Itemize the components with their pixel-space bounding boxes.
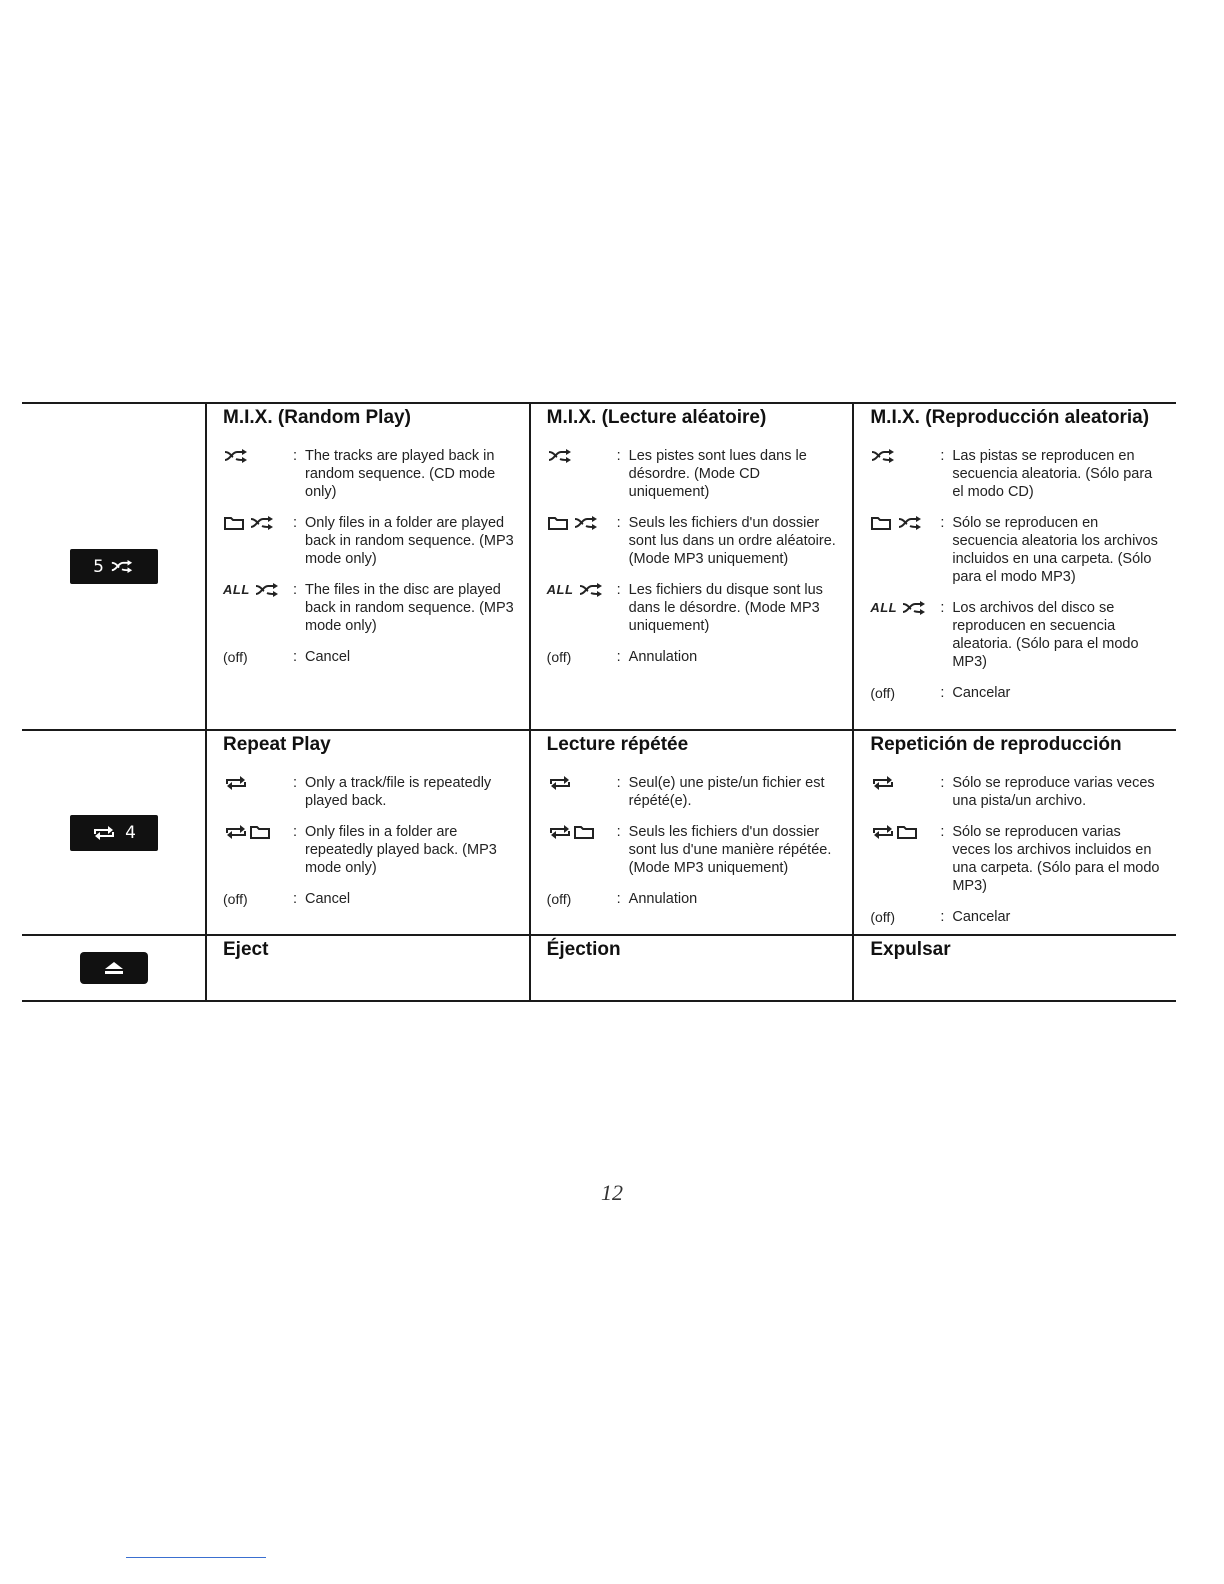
eject-row xyxy=(22,936,1176,1002)
mix-entry-tracks-en: : The tracks are played back in random sequence. (CD mode only) xyxy=(223,447,515,501)
repeat-row xyxy=(22,731,1176,936)
mix-entry-all-fr: ALL : Les fichiers du disque sont lus dans le désordre. (Mode MP3 uniquement) xyxy=(547,581,839,635)
shuffle-icon xyxy=(578,582,604,598)
all-label: ALL xyxy=(546,582,574,598)
repeat-entry-off-fr: (off) : Annulation xyxy=(547,890,839,909)
repeat-folder-desc-fr: Seuls les fichiers d'un dossier sont lus d'une manière répétée. (Mode MP3 uniquement) xyxy=(628,824,832,876)
all-label: ALL xyxy=(870,600,898,616)
repeat-off-desc-es: Cancelar xyxy=(952,909,1011,925)
eject-key-column xyxy=(22,936,207,1000)
mix-tracks-desc-fr: Les pistes sont lues dans le désordre. (Mode CD uniquement) xyxy=(628,448,807,500)
eject-cell-en xyxy=(207,936,529,1000)
footer-rule xyxy=(126,1557,266,1558)
mix-folder-desc-es: Sólo se reproducen en secuencia aleatoria los archivos incluidos en una carpeta. (Sólo para el modo MP3) xyxy=(952,515,1158,585)
off-label: (off) xyxy=(546,649,572,665)
folder-icon xyxy=(249,824,271,840)
off-label: (off) xyxy=(870,909,895,925)
eject-cell-fr xyxy=(529,936,853,1000)
mix-entry-off-en: (off) : Cancel xyxy=(223,648,515,667)
repeat-cell-es xyxy=(852,731,1176,934)
repeat-icon xyxy=(547,775,573,791)
mix-cell-fr xyxy=(529,404,853,729)
repeat-title-fr: Lecture répétée xyxy=(546,734,689,755)
mix-entry-all-en: ALL : The files in the disc are played back in random sequence. (MP3 mode only) xyxy=(223,582,514,634)
shuffle-icon xyxy=(254,582,280,598)
off-label: (off) xyxy=(870,685,895,701)
mix-row xyxy=(22,402,1176,731)
repeat-folder-desc-en: Only files in a folder are repeatedly played back. (MP3 mode only) xyxy=(305,824,497,876)
eject-button[interactable] xyxy=(80,952,148,984)
mix-entry-tracks-es: : Las pistas se reproducen en secuencia aleatoria. (Sólo para el modo CD) xyxy=(870,447,1162,501)
mix-tracks-desc-en: The tracks are played back in random sequence. (CD mode only) xyxy=(305,448,496,500)
repeat-title-es: Repetición de reproducción xyxy=(870,734,1122,755)
folder-icon xyxy=(896,824,918,840)
folder-icon xyxy=(547,515,569,531)
repeat-entry-folder-fr: : Seuls les fichiers d'un dossier sont lus d'une manière répétée. (Mode MP3 uniquement) xyxy=(547,823,839,877)
mix-key-number: 5 xyxy=(93,556,104,577)
eject-title-es: Expulsar xyxy=(870,939,951,960)
off-label: (off) xyxy=(223,649,248,665)
mix-all-desc-fr: Les fichiers du disque sont lus dans le désordre. (Mode MP3 uniquement) xyxy=(628,582,823,634)
mix-off-desc-es: Cancelar xyxy=(952,685,1011,701)
mix-off-desc-en: Cancel xyxy=(305,649,351,665)
repeat-cell-en xyxy=(207,731,529,934)
repeat-entry-folder-es: : Sólo se reproducen varias veces los archivos incluidos en una carpeta. (Sólo para el modo MP3) xyxy=(870,823,1162,895)
shuffle-icon xyxy=(901,600,927,616)
repeat-icon xyxy=(870,824,896,840)
shuffle-icon xyxy=(249,515,275,531)
folder-icon xyxy=(573,824,595,840)
mix-cell-es xyxy=(852,404,1176,729)
eject-title-en: Eject xyxy=(223,939,269,960)
repeat-entry-track-es: : Sólo se reproduce varias veces una pista/un archivo. xyxy=(870,774,1162,810)
mix-entry-folder-fr: : Seuls les fichiers d'un dossier sont lus dans un ordre aléatoire. (Mode MP3 uniquement) xyxy=(547,514,839,568)
repeat-off-desc-en: Cancel xyxy=(305,891,351,907)
mix-off-desc-fr: Annulation xyxy=(628,649,698,665)
mix-entry-off-es: (off) : Cancelar xyxy=(870,684,1162,703)
repeat-cell-fr xyxy=(529,731,853,934)
repeat-key-number: 4 xyxy=(125,822,136,843)
shuffle-icon xyxy=(870,448,896,464)
mix-all-desc-es: Los archivos del disco se reproducen en secuencia aleatoria. (Sólo para el modo MP3) xyxy=(952,600,1139,670)
off-label: (off) xyxy=(223,891,248,907)
mix-folder-desc-fr: Seuls les fichiers d'un dossier sont lus dans un ordre aléatoire. (Mode MP3 uniquement) xyxy=(628,515,836,567)
repeat-track-desc-fr: Seul(e) une piste/un fichier est répété(e). xyxy=(628,775,825,809)
mix-entry-folder-es: : Sólo se reproducen en secuencia aleatoria los archivos incluidos en una carpeta. (Sólo para el modo MP3) xyxy=(870,514,1162,586)
mix-entry-folder-en: : Only files in a folder are played back in random sequence. (MP3 mode only) xyxy=(223,514,515,568)
repeat-key-column xyxy=(22,731,207,934)
repeat-entry-off-en: (off) : Cancel xyxy=(223,890,515,909)
mix-entry-off-fr: (off) : Annulation xyxy=(547,648,839,667)
repeat-off-desc-fr: Annulation xyxy=(628,891,698,907)
mix-title-fr: M.I.X. (Lecture aléatoire) xyxy=(546,407,767,428)
repeat-icon xyxy=(547,824,573,840)
repeat-entry-track-fr: : Seul(e) une piste/un fichier est répété(e). xyxy=(547,774,839,810)
repeat-entry-off-es: (off) : Cancelar xyxy=(870,908,1162,927)
shuffle-icon xyxy=(223,448,249,464)
mix-entry-all-es: ALL : Los archivos del disco se reproducen en secuencia aleatoria. (Sólo para el modo MP3) xyxy=(870,599,1162,671)
mix-key-column xyxy=(22,404,207,729)
page-number: 12 xyxy=(601,1180,623,1205)
repeat-folder-desc-es: Sólo se reproducen varias veces los archivos incluidos en una carpeta. (Sólo para el modo MP3) xyxy=(952,824,1160,894)
mix-title-es: M.I.X. (Reproducción aleatoria) xyxy=(870,407,1150,428)
off-label: (off) xyxy=(546,891,572,907)
repeat-icon xyxy=(223,775,249,791)
shuffle-icon xyxy=(573,515,599,531)
shuffle-icon xyxy=(110,559,134,574)
repeat-title-en: Repeat Play xyxy=(223,734,331,755)
shuffle-icon xyxy=(547,448,573,464)
mix-title-en: M.I.X. (Random Play) xyxy=(223,407,411,428)
mix-tracks-desc-es: Las pistas se reproducen en secuencia aleatoria. (Sólo para el modo CD) xyxy=(952,448,1153,500)
mix-cell-en xyxy=(207,404,529,729)
eject-icon xyxy=(103,961,125,975)
repeat-track-desc-es: Sólo se reproduce varias veces una pista/un archivo. xyxy=(952,775,1155,809)
folder-icon xyxy=(870,515,892,531)
function-table xyxy=(22,402,1176,1002)
repeat-icon xyxy=(870,775,896,791)
mix-entry-tracks-fr: : Les pistes sont lues dans le désordre. (Mode CD uniquement) xyxy=(547,447,839,501)
mix-all-desc-en: The files in the disc are played back in random sequence. (MP3 mode only) xyxy=(305,582,514,634)
repeat-icon xyxy=(91,825,117,841)
repeat-icon xyxy=(223,824,249,840)
repeat-track-desc-en: Only a track/file is repeatedly played back. xyxy=(305,775,492,809)
eject-title-fr: Éjection xyxy=(546,939,621,960)
repeat-entry-track-en: : Only a track/file is repeatedly played back. xyxy=(223,774,515,810)
mix-button[interactable] xyxy=(70,549,158,584)
mix-folder-desc-en: Only files in a folder are played back in random sequence. (MP3 mode only) xyxy=(305,515,514,567)
repeat-entry-folder-en: : Only files in a folder are repeatedly played back. (MP3 mode only) xyxy=(223,823,515,877)
folder-icon xyxy=(223,515,245,531)
all-label: ALL xyxy=(223,582,250,598)
repeat-button[interactable] xyxy=(70,815,158,851)
eject-cell-es xyxy=(852,936,1176,1000)
shuffle-icon xyxy=(897,515,923,531)
